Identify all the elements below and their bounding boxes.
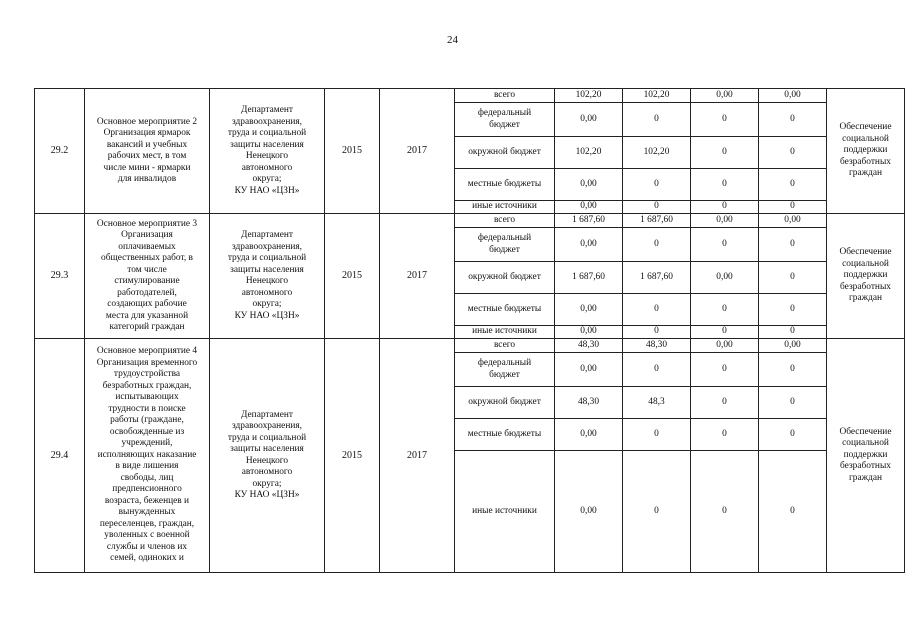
funding-value: 0: [759, 103, 827, 137]
funding-value: 0: [623, 353, 691, 387]
funding-value: 0: [691, 201, 759, 214]
funding-source: иные источники: [455, 201, 555, 214]
funding-value: 0: [623, 419, 691, 451]
funding-value: 48,30: [555, 387, 623, 419]
funding-value: 0: [691, 169, 759, 201]
start-year: 2015: [325, 339, 380, 573]
measure-name: Основное мероприятие 4 Организация временного трудоустройства безработных граждан, испытывающих трудности в поиске работы (граждане, освобожденные из учреждений, исполняющих наказание в виде лишения свободы, лиц предпенсионного возраста, беженцев и вынужденных переселенцев, граждан, уволенных с военной службы и членов их семей, одиноких и: [85, 339, 210, 573]
funding-value: 1 687,60: [555, 214, 623, 228]
measure-name: Основное мероприятие 2 Организация ярмарок вакансий и учебных рабочих мест, в том числе мини - ярмарки для инвалидов: [85, 89, 210, 214]
funding-value: 0: [759, 353, 827, 387]
funding-value: 0: [759, 451, 827, 573]
funding-source: федеральный бюджет: [455, 103, 555, 137]
end-year: 2017: [380, 89, 455, 214]
funding-value: 0,00: [759, 89, 827, 103]
funding-value: 0: [759, 326, 827, 339]
funding-source: всего: [455, 339, 555, 353]
funding-value: 0: [623, 326, 691, 339]
funding-value: 0,00: [691, 262, 759, 294]
start-year: 2015: [325, 89, 380, 214]
row-number: 29.2: [35, 89, 85, 214]
funding-source: окружной бюджет: [455, 387, 555, 419]
executor: Департамент здравоохранения, труда и социальной защиты населения Ненецкого автономного округа; КУ НАО «ЦЗН»: [210, 339, 325, 573]
end-year: 2017: [380, 214, 455, 339]
program-table: [34, 88, 905, 573]
funding-value: 0: [623, 228, 691, 262]
funding-value: 0: [691, 326, 759, 339]
end-year: 2017: [380, 339, 455, 573]
funding-source: всего: [455, 89, 555, 103]
funding-value: 0: [759, 137, 827, 169]
funding-source: окружной бюджет: [455, 137, 555, 169]
funding-value: 0: [759, 169, 827, 201]
table-row: [35, 214, 905, 228]
funding-value: 0,00: [555, 228, 623, 262]
funding-value: 0: [623, 103, 691, 137]
funding-value: 102,20: [623, 89, 691, 103]
page-number: 24: [447, 34, 458, 46]
funding-value: 48,30: [623, 339, 691, 353]
funding-source: федеральный бюджет: [455, 353, 555, 387]
funding-value: 0: [691, 228, 759, 262]
funding-value: 0,00: [691, 339, 759, 353]
funding-source: окружной бюджет: [455, 262, 555, 294]
funding-value: 102,20: [555, 89, 623, 103]
row-number: 29.4: [35, 339, 85, 573]
funding-value: 0,00: [555, 451, 623, 573]
funding-value: 0,00: [691, 89, 759, 103]
funding-value: 0: [759, 201, 827, 214]
funding-source: всего: [455, 214, 555, 228]
table-row: [35, 339, 905, 353]
funding-source: иные источники: [455, 451, 555, 573]
funding-value: 0: [623, 201, 691, 214]
funding-value: 0,00: [555, 103, 623, 137]
funding-source: федеральный бюджет: [455, 228, 555, 262]
funding-value: 0: [691, 294, 759, 326]
funding-value: 0: [691, 137, 759, 169]
funding-value: 1 687,60: [623, 262, 691, 294]
row-number: 29.3: [35, 214, 85, 339]
table-row: [35, 89, 905, 103]
executor: Департамент здравоохранения, труда и социальной защиты населения Ненецкого автономного округа; КУ НАО «ЦЗН»: [210, 89, 325, 214]
funding-value: 0: [623, 169, 691, 201]
funding-value: 0,00: [555, 169, 623, 201]
funding-value: 1 687,60: [623, 214, 691, 228]
funding-value: 0,00: [759, 214, 827, 228]
funding-value: 0,00: [555, 353, 623, 387]
funding-value: 0,00: [555, 326, 623, 339]
funding-source: иные источники: [455, 326, 555, 339]
funding-value: 0: [759, 419, 827, 451]
funding-source: местные бюджеты: [455, 294, 555, 326]
funding-value: 0: [623, 451, 691, 573]
funding-value: 0: [691, 419, 759, 451]
funding-value: 0: [691, 353, 759, 387]
funding-value: 48,30: [555, 339, 623, 353]
funding-value: 102,20: [555, 137, 623, 169]
measure-name: Основное мероприятие 3 Организация оплачиваемых общественных работ, в том числе стимулирование работодателей, создающих рабочие места для указанной категорий граждан: [85, 214, 210, 339]
funding-value: 0,00: [691, 214, 759, 228]
expected-result: Обеспечение социальной поддержки безработных граждан: [827, 214, 905, 339]
funding-source: местные бюджеты: [455, 419, 555, 451]
funding-value: 0: [759, 387, 827, 419]
funding-value: 0,00: [759, 339, 827, 353]
executor: Департамент здравоохранения, труда и социальной защиты населения Ненецкого автономного округа; КУ НАО «ЦЗН»: [210, 214, 325, 339]
expected-result: Обеспечение социальной поддержки безработных граждан: [827, 89, 905, 214]
funding-value: 48,3: [623, 387, 691, 419]
funding-value: 0: [759, 262, 827, 294]
funding-value: 0: [691, 103, 759, 137]
funding-value: 0: [759, 294, 827, 326]
funding-value: 0: [759, 228, 827, 262]
funding-value: 0: [623, 294, 691, 326]
funding-value: 0,00: [555, 201, 623, 214]
funding-value: 0,00: [555, 419, 623, 451]
expected-result: Обеспечение социальной поддержки безработных граждан: [827, 339, 905, 573]
funding-value: 102,20: [623, 137, 691, 169]
funding-value: 1 687,60: [555, 262, 623, 294]
funding-value: 0: [691, 451, 759, 573]
start-year: 2015: [325, 214, 380, 339]
funding-value: 0,00: [555, 294, 623, 326]
funding-value: 0: [691, 387, 759, 419]
funding-source: местные бюджеты: [455, 169, 555, 201]
